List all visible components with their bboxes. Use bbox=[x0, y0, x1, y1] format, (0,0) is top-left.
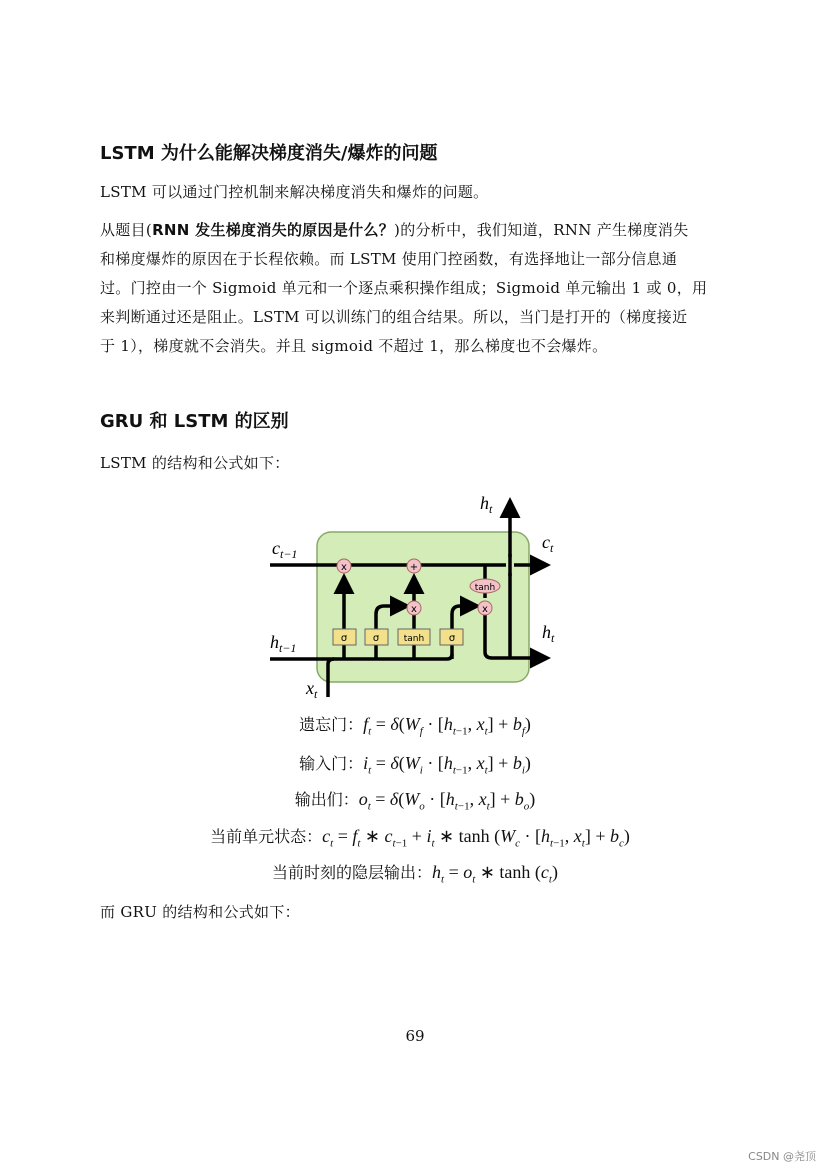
forget-multiply-op bbox=[337, 559, 351, 573]
text-line: 来判断通过还是阻止。LSTM 可以训练门的组合结果。所以，当门是打开的（梯度接近 bbox=[100, 308, 688, 326]
label-c-out: $c_t$ bbox=[542, 532, 554, 555]
formula-forget-gate bbox=[0, 712, 830, 738]
formula-output-gate bbox=[0, 787, 830, 813]
text-line: 于 1），梯度就不会消失。并且 sigmoid 不超过 1，那么梯度也不会爆炸。 bbox=[100, 337, 608, 355]
paragraph-explanation bbox=[100, 216, 707, 361]
formula-expression: $f_t = \delta(W_f \cdot [h_{t-1}$, $x_t] + b_f$) bbox=[363, 714, 531, 738]
heading-gru-vs-lstm: GRU 和 LSTM 的区别 bbox=[100, 411, 289, 432]
svg-text:x: x bbox=[482, 604, 488, 615]
label-c-prev: $c_{t-1}$ bbox=[272, 538, 298, 561]
svg-text:+: + bbox=[409, 562, 419, 573]
formula-expression: $i_t = \delta(W_i \cdot [h_{t-1}$, $x_t] + b_i$) bbox=[363, 753, 531, 777]
formula-label: 输入门： bbox=[299, 754, 364, 773]
text-line: 过。门控由一个 Sigmoid 单元和一个逐点乘积操作组成；Sigmoid 单元输出 1 或 0，用 bbox=[100, 279, 708, 297]
svg-text:x: x bbox=[411, 604, 417, 615]
paragraph-intro: LSTM 可以通过门控机制来解决梯度消失和爆炸的问题。 bbox=[100, 183, 489, 201]
svg-text:tanh: tanh bbox=[474, 583, 496, 593]
tanh-op bbox=[470, 579, 500, 593]
formula-expression: $h_t = o_t$ ∗ $\tanh (c_t)$ bbox=[432, 862, 558, 886]
formula-label: 当前单元状态： bbox=[210, 827, 323, 846]
paragraph-gru-intro: 而 GRU 的结构和公式如下： bbox=[100, 903, 300, 921]
svg-text:σ: σ bbox=[448, 633, 456, 644]
label-h-top: $h_t$ bbox=[480, 493, 493, 516]
output-multiply-op bbox=[478, 601, 492, 615]
add-op bbox=[407, 559, 421, 573]
svg-text:σ: σ bbox=[372, 633, 380, 644]
text: )的分析中，我们知道，RNN 产生梯度消失 bbox=[394, 221, 689, 239]
input-multiply-op bbox=[407, 601, 421, 615]
question-reference: RNN 发生梯度消失的原因是什么？ bbox=[152, 221, 395, 239]
formula-expression: $o_t = \delta(W_o \cdot [h_{t-1}$, $x_t] + b_o$) bbox=[358, 789, 536, 813]
svg-text:x: x bbox=[341, 562, 347, 573]
formula-expression: $c_t = f_t$ ∗ $c_{t-1} + i_t$ ∗ $\tanh (W_c \cdot [h_{t-1}$, $x_t] + b_c$) bbox=[322, 826, 630, 850]
text: 从题目( bbox=[100, 221, 153, 239]
output-gate-sigma bbox=[440, 629, 463, 645]
formula-label: 当前时刻的隐层输出： bbox=[272, 863, 433, 882]
heading-lstm-gradient: LSTM 为什么能解决梯度消失/爆炸的问题 bbox=[100, 143, 438, 164]
text-line bbox=[100, 216, 707, 245]
paragraph-lstm-intro: LSTM 的结构和公式如下： bbox=[100, 454, 290, 472]
svg-text:σ: σ bbox=[340, 633, 348, 644]
page-number: 69 bbox=[405, 1027, 425, 1045]
input-gate-sigma bbox=[365, 629, 388, 645]
label-h-prev: $h_{t-1}$ bbox=[270, 632, 297, 655]
candidate-tanh bbox=[398, 629, 430, 645]
formula-cell-state bbox=[5, 824, 830, 850]
lstm-cell-diagram bbox=[262, 482, 562, 702]
svg-text:tanh: tanh bbox=[403, 634, 425, 644]
watermark: CSDN @尧顶 bbox=[748, 1150, 816, 1163]
formula-label: 遗忘门： bbox=[299, 715, 364, 734]
formula-hidden-output bbox=[0, 860, 830, 886]
formula-label: 输出们： bbox=[294, 790, 359, 809]
label-x: $x_t$ bbox=[306, 678, 318, 701]
text-line: 和梯度爆炸的原因在于长程依赖。而 LSTM 使用门控函数，有选择地让一部分信息通 bbox=[100, 250, 678, 268]
forget-gate-sigma bbox=[333, 629, 356, 645]
formula-input-gate bbox=[0, 751, 830, 777]
label-h-out: $h_t$ bbox=[542, 622, 555, 645]
